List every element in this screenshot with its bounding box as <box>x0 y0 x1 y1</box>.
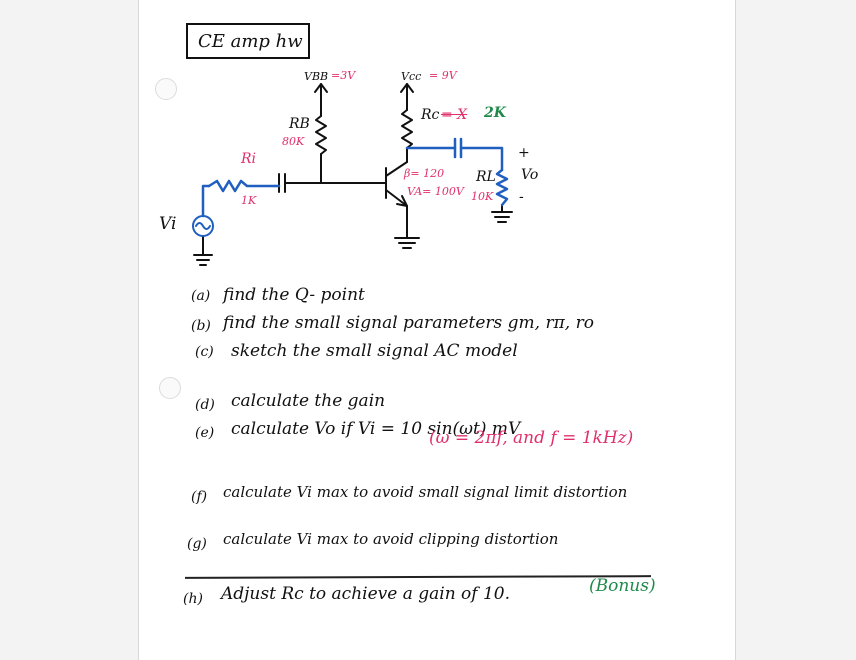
question-f-marker: (f) <box>191 489 208 505</box>
ri-value: 1K <box>241 194 257 207</box>
question-c-marker: (c) <box>195 344 214 360</box>
rb-resistor <box>316 116 326 154</box>
question-d-text: calculate the gain <box>231 391 386 411</box>
section-divider <box>185 575 651 579</box>
question-h-text: Adjust Rc to achieve a gain of 10. <box>221 584 511 604</box>
question-e-note: (ω = 2πf, and f = 1kHz) <box>429 428 634 448</box>
ri-label: Ri <box>241 151 257 167</box>
vo-plus: + <box>518 145 530 161</box>
rl-resistor <box>497 170 507 205</box>
question-d-marker: (d) <box>195 397 215 413</box>
vi-label: Vi <box>159 214 177 234</box>
input-wire <box>203 186 209 216</box>
question-b-marker: (b) <box>191 318 211 334</box>
question-a-marker: (a) <box>191 288 211 304</box>
question-c-text: sketch the small signal AC model <box>231 341 518 361</box>
margin-marker-middle <box>159 377 181 399</box>
rl-label: RL <box>476 169 496 185</box>
ri-resistor <box>209 181 275 191</box>
vo-minus: - <box>519 189 524 205</box>
question-h-marker: (h) <box>183 591 203 607</box>
rc-value-new: 2K <box>484 105 506 121</box>
question-f-text: calculate Vi max to avoid small signal limit distortion <box>223 483 628 501</box>
rc-value-crossed: = X <box>441 107 468 123</box>
rb-value: 80K <box>282 135 305 148</box>
rc-resistor <box>402 110 412 148</box>
question-e-text: calculate Vo if Vi = 10 sin(ωt) mV <box>231 419 521 439</box>
question-a-text: find the Q- point <box>223 285 365 305</box>
vo-label: Vo <box>521 167 539 183</box>
rl-value: 10K <box>471 190 494 203</box>
document-page <box>138 0 736 660</box>
va-value: VA= 100V <box>407 185 464 198</box>
beta-value: β= 120 <box>404 167 445 180</box>
question-g-marker: (g) <box>187 536 207 552</box>
ce-amplifier-schematic <box>139 0 737 270</box>
question-g-text: calculate Vi max to avoid clipping distortion <box>223 530 559 548</box>
vbb-label: VBB <box>304 70 329 83</box>
rb-label: RB <box>289 116 310 132</box>
bonus-label: (Bonus) <box>589 576 656 596</box>
vcc-value: = 9V <box>429 69 457 82</box>
vbb-value: =3V <box>331 69 356 82</box>
question-e-marker: (e) <box>195 425 215 441</box>
vcc-label: Vcc <box>401 70 422 83</box>
page-title: CE amp hw <box>198 31 303 52</box>
question-b-text: find the small signal parameters gm, rπ, ro <box>223 313 594 333</box>
rc-label: Rc <box>421 107 440 123</box>
